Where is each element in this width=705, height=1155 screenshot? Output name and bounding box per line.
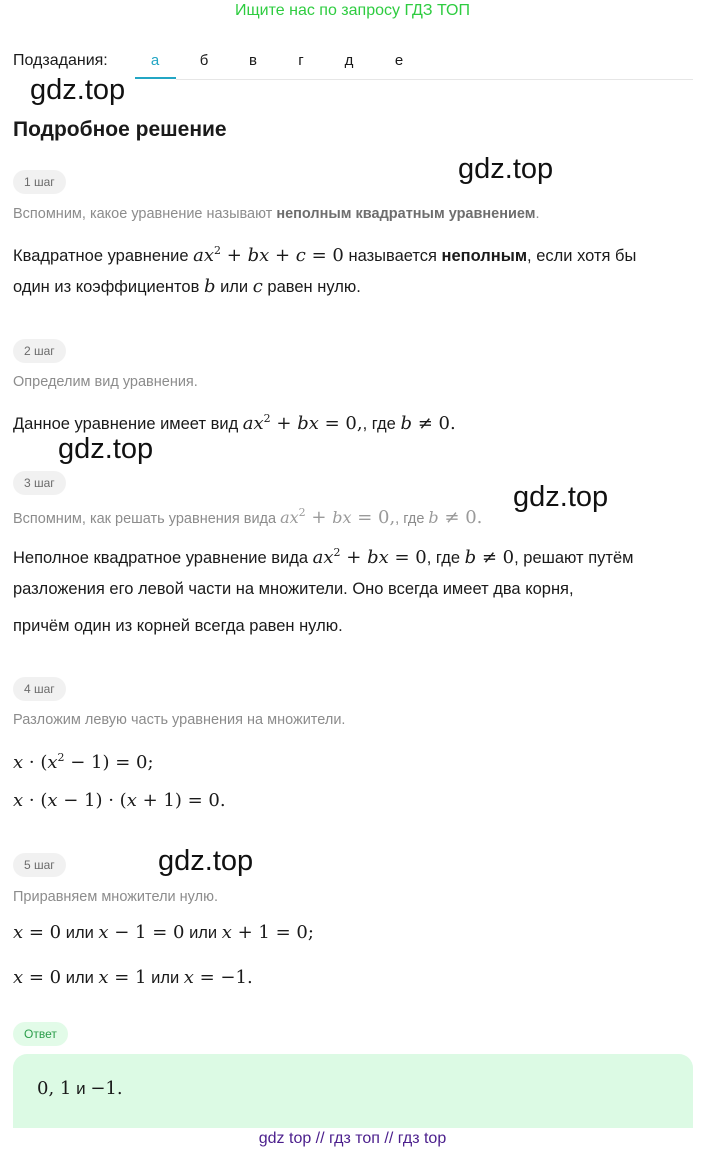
equation: $ax^2$ + bx = 0, (242, 412, 363, 434)
subtasks-label: Подзадания: (13, 52, 108, 69)
step-badge: 5 шаг (13, 853, 66, 877)
step-hint: Вспомним, как решать уравнения вида $ax^2$ + bx = 0,, где b ≠ 0. (13, 506, 483, 528)
promo-banner: Ищите нас по запросу ГДЗ ТОП (235, 2, 470, 19)
answer-badge: Ответ (13, 1022, 68, 1046)
step-badge: 3 шаг (13, 471, 66, 495)
step-text: Квадратное уравнение $ax^2$ + bx + c = 0 называется неполным, если хотя бы (13, 244, 637, 266)
equation: x = 0 или x = 1 или x = −1. (13, 967, 253, 988)
tab-b[interactable]: б (199, 52, 209, 69)
step-badge: 1 шаг (13, 170, 66, 194)
watermark: gdz.top (158, 845, 254, 877)
page-title: Подробное решение (13, 118, 227, 141)
footer-links: gdz top // гдз топ // гдз top (258, 1130, 447, 1147)
watermark: gdz.top (30, 74, 126, 106)
tab-g[interactable]: г (298, 52, 304, 69)
equation: x · (x − 1) · (x + 1) = 0. (13, 790, 226, 811)
tab-e[interactable]: е (394, 52, 404, 69)
step-badge: 4 шаг (13, 677, 66, 701)
equation: $ax^2$ + bx = 0 (312, 546, 427, 568)
step-hint: Разложим левую часть уравнения на множители. (13, 712, 346, 728)
step-hint: Определим вид уравнения. (13, 374, 198, 390)
step-text: Неполное квадратное уравнение вида $ax^2$ + bx = 0, где b ≠ 0, решают путём (13, 546, 634, 568)
watermark: gdz.top (58, 433, 154, 465)
step-badge: 2 шаг (13, 339, 66, 363)
watermark: gdz.top (458, 153, 554, 185)
footer-link[interactable]: гдз топ (329, 1130, 380, 1147)
watermark: gdz.top (513, 481, 609, 513)
footer-link[interactable]: гдз top (397, 1130, 447, 1147)
active-tab-indicator (135, 77, 176, 79)
tab-d[interactable]: д (344, 52, 354, 69)
step-text: причём один из корней всегда равен нулю. (13, 617, 343, 635)
step-hint: Приравняем множители нулю. (13, 889, 218, 905)
equation: $x \cdot (x^2 - 1) = 0$; (13, 751, 154, 773)
step-hint: Вспомним, какое уравнение называют неполным квадратным уравнением. (13, 206, 540, 222)
equation: x = 0 или x − 1 = 0 или x + 1 = 0; (13, 922, 314, 943)
tabs-divider (176, 79, 693, 80)
equation: $ax^2$ + bx + c = 0 (193, 244, 344, 266)
step-text: один из коэффициентов b или c равен нулю. (13, 276, 361, 297)
answer-value: 0, 1 и −1. (37, 1078, 123, 1099)
tab-v[interactable]: в (249, 52, 257, 69)
step-text: Данное уравнение имеет вид $ax^2$ + bx = 0,, где b ≠ 0. (13, 412, 456, 434)
footer-link[interactable]: gdz top (258, 1130, 312, 1147)
step-text: разложения его левой части на множители. Оно всегда имеет два корня, (13, 580, 574, 598)
tab-a[interactable]: а (150, 52, 160, 69)
